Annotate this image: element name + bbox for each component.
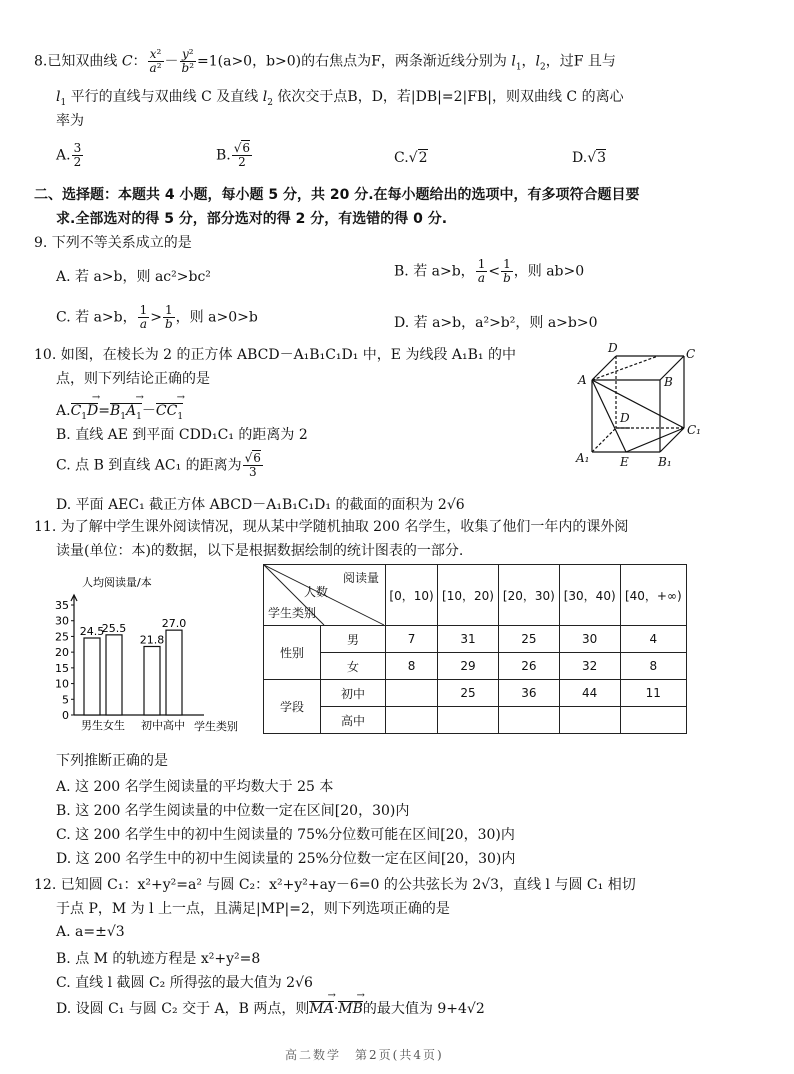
table-row-label: 男 bbox=[321, 626, 386, 653]
q11-option-a: A. 这 200 名学生阅读量的平均数大于 25 本 bbox=[56, 779, 334, 795]
q11-stem: 11. 为了解中学生课外阅读情况，现从某中学随机抽取 200 名学生，收集了他们一年内的课外阅 bbox=[34, 519, 629, 535]
table-row bbox=[264, 707, 687, 734]
chart-x-label: 学生类别 bbox=[194, 720, 238, 733]
q9-option-b: B. 若 a>b， $\frac{1}{a}$ < $\frac{1}{b}$ ，则 ab>0 bbox=[394, 257, 585, 285]
table-row-label: 女 bbox=[321, 653, 386, 680]
table-row-label: 高中 bbox=[321, 707, 386, 734]
q9-option-d: D. 若 a>b，a²>b²，则 a>b>0 bbox=[394, 315, 598, 331]
table-col-header: [40，+∞) bbox=[620, 565, 686, 626]
chart-y-tick-label: 10 bbox=[55, 677, 69, 691]
q9-option-a: A. 若 a>b，则 ac²>bc² bbox=[56, 269, 211, 285]
chart-category-label: 初中 bbox=[141, 719, 163, 732]
cube-label-c1: C₁ bbox=[687, 423, 701, 437]
q12-stem-2: 于点 P，M 为 l 上一点，且满足|MP|=2，则下列选项正确的是 bbox=[56, 901, 450, 917]
q10-option-b: B. 直线 AE 到平面 CDD₁C₁ 的距离为 2 bbox=[56, 427, 308, 443]
section2-heading: 二、选择题：本题共 4 小题，每小题 5 分，共 20 分.在每小题给出的选项中，有多项符合题目要 bbox=[34, 187, 640, 203]
q8-option-c: C.√2 bbox=[394, 150, 428, 166]
q11-option-c: C. 这 200 名学生中的初中生阅读量的 75%分位数可能在区间[20，30)内 bbox=[56, 827, 515, 843]
cube-label-b: B bbox=[664, 375, 673, 389]
table-corner-bottom: 学生类别 bbox=[268, 606, 317, 620]
q12-option-a: A. a=±√3 bbox=[56, 924, 125, 940]
chart-bar bbox=[144, 646, 160, 715]
chart-category-label: 男生 bbox=[81, 719, 103, 732]
q11-option-b: B. 这 200 名学生阅读量的中位数一定在区间[20，30)内 bbox=[56, 803, 410, 819]
q10-option-c: C. 点 B 到直线 AC₁ 的距离为 $\frac{√6}{3}$ bbox=[56, 451, 261, 479]
table-corner-mid: 人数 bbox=[304, 585, 329, 599]
q12-stem: 12. 已知圆 C₁：x²+y²=a² 与圆 C₂：x²+y²+ay－6=0 的公共弦长为 2√3，直线 l 与圆 C₁ 相切 bbox=[34, 877, 636, 893]
table-row-label: 初中 bbox=[321, 680, 386, 707]
table-corner-top: 阅读量 bbox=[342, 571, 379, 585]
q10-stem-2: 点，则下列结论正确的是 bbox=[56, 371, 210, 387]
chart-bar bbox=[166, 630, 182, 715]
chart-y-tick-label: 30 bbox=[55, 614, 69, 628]
chart-y-tick-label: 15 bbox=[55, 661, 69, 675]
cube-label-e: E bbox=[620, 455, 629, 469]
q10-stem: 10. 如图，在棱长为 2 的正方体 ABCD－A₁B₁C₁D₁ 中，E 为线段 A₁B₁ 的中 bbox=[34, 347, 516, 363]
page-footer: 高二数学 第2页(共4页) bbox=[285, 1048, 444, 1062]
chart-bar bbox=[106, 635, 122, 715]
table-col-header: [20，30) bbox=[498, 565, 559, 626]
chart-data-label: 24.5 bbox=[79, 625, 105, 638]
q8-line1: 8.已知双曲线 C： $\frac{\text{x²}}{\text{a²}}$ － $\frac{\text{y²}}{\text{b²}}$ =1(a>0，b>0)的右焦点为F，两条渐近线分别为 $l_1$，$l_2$，过F 且与 bbox=[34, 47, 616, 75]
q9-stem: 9. 下列不等关系成立的是 bbox=[34, 235, 192, 251]
chart-y-tick-label: 0 bbox=[62, 709, 69, 722]
cube-label-b1: B₁ bbox=[658, 455, 672, 469]
table-col-header: [0，10) bbox=[386, 565, 438, 626]
chart-data-label: 27.0 bbox=[161, 617, 187, 631]
q11-stem-2: 读量(单位：本)的数据，以下是根据数据绘制的统计图表的一部分. bbox=[56, 543, 464, 559]
cube-label-d1: D bbox=[620, 411, 630, 425]
table-corner-cell bbox=[264, 565, 386, 626]
q8-option-b: B. $\frac{√6}{2}$ bbox=[216, 141, 251, 169]
chart-y-tick-label: 35 bbox=[55, 599, 69, 612]
chart-data-label: 25.5 bbox=[101, 621, 127, 635]
chart-bar bbox=[84, 638, 100, 715]
q12-option-b: B. 点 M 的轨迹方程是 x²+y²=8 bbox=[56, 951, 261, 967]
cube-label-c: C bbox=[686, 347, 696, 361]
q10-option-d: D. 平面 AEC₁ 截正方体 ABCD－A₁B₁C₁D₁ 的截面的面积为 2√6 bbox=[56, 497, 465, 513]
q10-option-a: $A.C_1D \to=B_1A_1 \to-CC_1$ → bbox=[56, 400, 183, 422]
table-group-label: 学段 bbox=[264, 680, 321, 734]
table-group-label: 性别 bbox=[264, 626, 321, 680]
q8-option-d: D.√3 bbox=[572, 150, 607, 166]
q11-after: 下列推断正确的是 bbox=[56, 753, 168, 769]
table-col-header: [30，40) bbox=[559, 565, 620, 626]
chart-data-label: 21.8 bbox=[139, 633, 165, 647]
q12-option-d: D. 设圆 C₁ 与圆 C₂ 交于 A，B 两点，则MA →·MB →的最大值为 9+4√2 bbox=[56, 998, 485, 1018]
q12-option-c: C. 直线 l 截圆 C₂ 所得弦的最大值为 2√6 bbox=[56, 975, 313, 991]
chart-category-label: 女生 bbox=[103, 719, 125, 732]
q8-option-a: A. $\frac{3}{2}$ bbox=[56, 141, 82, 169]
table-row: 性别 男 7 31 25 30 4 bbox=[264, 626, 687, 653]
q8-line3: 率为 bbox=[56, 113, 84, 129]
chart-y-tick-label: 20 bbox=[55, 646, 69, 660]
cube-figure bbox=[570, 340, 710, 480]
cube-label-d: D bbox=[608, 341, 618, 355]
chart-category-label: 高中 bbox=[163, 719, 185, 732]
chart-y-tick-label: 25 bbox=[55, 630, 69, 644]
chart-y-tick-label: 5 bbox=[62, 693, 69, 707]
q9-option-c: C. 若 a>b， $\frac{1}{a}$ > $\frac{1}{b}$ ，则 a>0>b bbox=[56, 303, 258, 331]
reading-table bbox=[263, 564, 687, 734]
section2-heading-2: 求.全部选对的得 5 分，部分选对的得 2 分，有选错的得 0 分. bbox=[56, 211, 448, 227]
q8-line2: $l_1$ 平行的直线与双曲线 C 及直线 $l_2$ 依次交于点B，D，若|DB|=2|FB|，则双曲线 C 的离心 bbox=[56, 89, 624, 108]
cube-label-a: A bbox=[578, 373, 587, 387]
table-row: 女 8 29 26 32 8 bbox=[264, 653, 687, 680]
table-row: 学段 初中 25 36 44 11 bbox=[264, 680, 687, 707]
chart-y-label: 人均阅读量/本 bbox=[82, 576, 152, 589]
table-col-header: [10，20) bbox=[438, 565, 499, 626]
bar-chart bbox=[52, 570, 257, 745]
cube-label-a1: A₁ bbox=[576, 451, 590, 465]
q11-option-d: D. 这 200 名学生中的初中生阅读量的 25%分位数一定在区间[20，30)内 bbox=[56, 851, 516, 867]
